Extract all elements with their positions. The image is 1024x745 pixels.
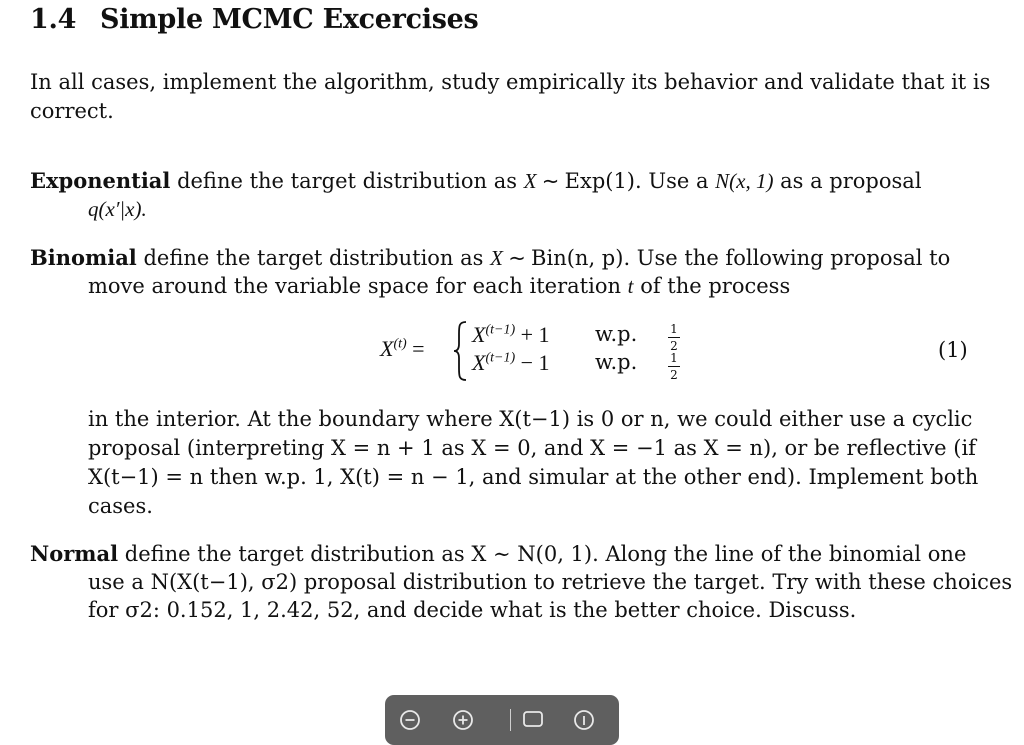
binomial-item xyxy=(30,243,970,273)
display-equation xyxy=(380,320,980,382)
case-1-rest: + 1 xyxy=(515,322,550,347)
case-1-wp: w.p. xyxy=(595,322,638,346)
viewer-toolbar xyxy=(385,695,619,745)
intro-line-2: correct. xyxy=(30,99,114,123)
toolbar-separator xyxy=(510,709,511,731)
exponential-line-2: q(x′|x). xyxy=(88,197,147,221)
binomial-after-text-3: X(t−1) = n then w.p. 1, X(t) = n − 1, and simular at the other end). Implement both xyxy=(88,465,979,489)
intro-line-1: In all cases, implement the algorithm, study empirically its behavior and validate that it is xyxy=(30,70,991,94)
left-brace-icon xyxy=(452,320,468,382)
frac-2-den: 2 xyxy=(670,368,678,382)
comment-icon[interactable] xyxy=(522,709,544,731)
case-2-rest: − 1 xyxy=(515,350,550,375)
section-number: 1.4 xyxy=(30,4,77,35)
case-2-sup: (t−1) xyxy=(485,350,516,366)
binomial-line-2b: of the process xyxy=(633,274,791,298)
equation-lhs-base: X xyxy=(380,336,394,361)
binomial-text: define the target distribution as xyxy=(136,246,491,270)
exponential-var: X xyxy=(523,169,537,193)
normal-item xyxy=(30,539,970,569)
case-2-base: X xyxy=(472,350,486,375)
frac-2-num: 1 xyxy=(670,351,678,365)
binomial-dist: Bin(n, p) xyxy=(531,246,624,270)
binomial-after-line-1 xyxy=(88,405,972,434)
frac-1-num: 1 xyxy=(670,322,678,336)
equation-case-1 xyxy=(472,322,550,348)
equation-case-2 xyxy=(472,350,550,376)
zoom-out-icon[interactable] xyxy=(399,709,421,731)
binomial-sim: ∼ xyxy=(502,246,532,270)
exponential-item xyxy=(30,166,970,196)
equation-number: (1) xyxy=(938,338,968,362)
frac-1-den: 2 xyxy=(670,339,678,353)
binomial-term: Binomial xyxy=(30,245,137,270)
exponential-proposal: N(x, 1) xyxy=(715,169,774,193)
exponential-dist: Exp(1) xyxy=(564,169,636,193)
normal-line-3: for σ2: 0.152, 1, 2.42, 52, and decide what is the better choice. Discuss. xyxy=(88,598,857,622)
binomial-after-line-2 xyxy=(88,434,976,463)
normal-term: Normal xyxy=(30,541,119,566)
binomial-after-text-2: proposal (interpreting X = n + 1 as X = 0, and X = −1 as X = n), or be reflective (if xyxy=(88,436,976,460)
case-1-fraction xyxy=(668,322,680,353)
binomial-after-text-1: in the interior. At the boundary where X(t−1) is 0 or n, we could either use a cyclic xyxy=(88,407,973,431)
exponential-term: Exponential xyxy=(30,168,171,193)
binomial-var: X xyxy=(490,246,503,270)
normal-line-1: define the target distribution as X ∼ N(0, 1). Along the line of the binomial one xyxy=(118,542,967,566)
exponential-text: define the target distribution as xyxy=(170,169,524,193)
exponential-sim: ∼ xyxy=(536,169,565,193)
case-2-wp: w.p. xyxy=(595,350,638,374)
binomial-text-2: . Use the following proposal to xyxy=(623,246,951,270)
binomial-iter-var: t xyxy=(627,274,634,298)
equation-lhs-sup: (t) xyxy=(393,336,407,352)
section-heading xyxy=(30,4,478,35)
section-title: Simple MCMC Excercises xyxy=(100,4,479,35)
case-1-base: X xyxy=(472,322,486,347)
normal-line-2: use a N(X(t−1), σ2) proposal distribution to retrieve the target. Try with these choices xyxy=(88,570,1013,594)
equation-lhs xyxy=(380,336,425,362)
binomial-after-line-4: cases. xyxy=(88,494,153,518)
binomial-line-2 xyxy=(88,272,790,301)
equation-equals: = xyxy=(406,336,425,361)
case-2-fraction xyxy=(668,351,680,382)
case-1-sup: (t−1) xyxy=(485,322,516,338)
info-icon[interactable] xyxy=(573,709,595,731)
intro-paragraph xyxy=(30,68,991,126)
exponential-text-2: . Use a xyxy=(635,169,716,193)
binomial-line-2a: move around the variable space for each iteration xyxy=(88,274,628,298)
exponential-text-3: as a proposal xyxy=(773,169,922,193)
binomial-after-line-3 xyxy=(88,463,978,492)
zoom-in-icon[interactable] xyxy=(452,709,474,731)
